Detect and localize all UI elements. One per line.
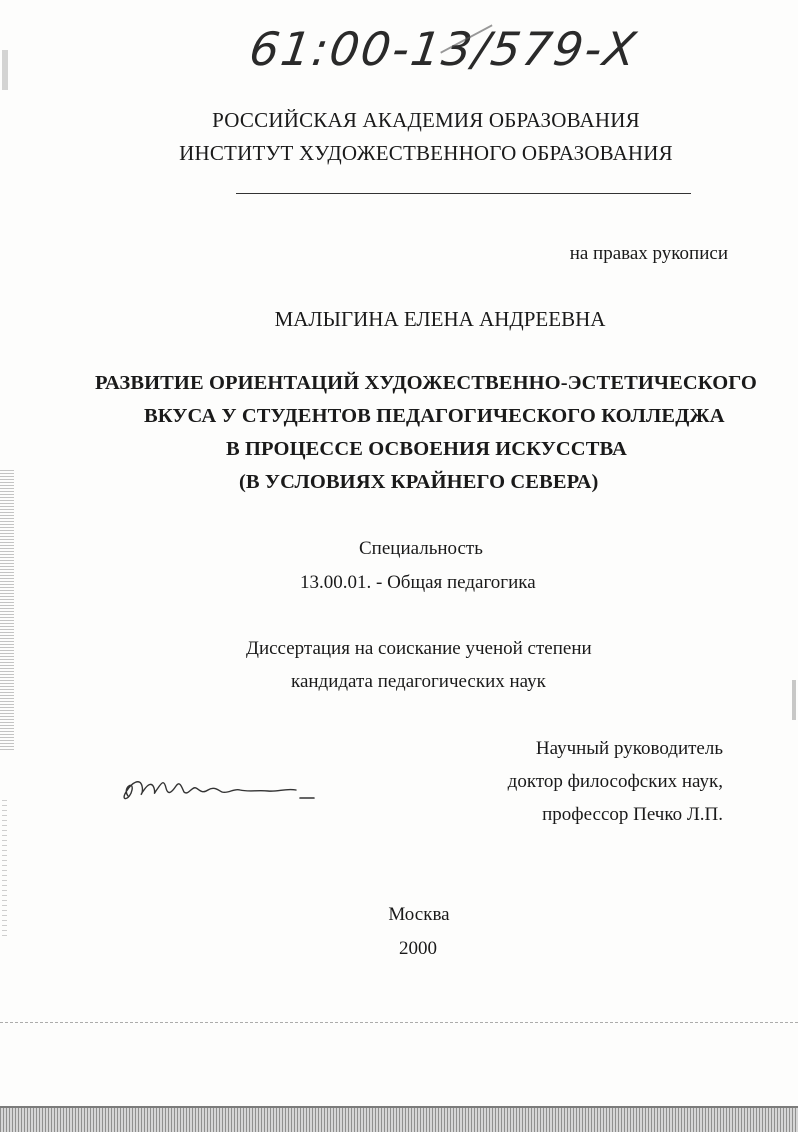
specialty-label: Специальность [359,538,483,559]
signature-image [118,768,318,808]
organization-line-2: ИНСТИТУТ ХУДОЖЕСТВЕННОГО ОБРАЗОВАНИЯ [179,141,673,165]
supervisor-name: профессор Печко Л.П. [542,804,723,825]
manuscript-rights: на правах рукописи [569,243,728,264]
degree-line-2: кандидата педагогических наук [291,671,546,692]
scan-dash-line [0,1022,798,1023]
scan-mark-top-left [2,50,8,90]
scan-edge-lower-left [2,800,7,940]
author-name: МАЛЫГИНА ЕЛЕНА АНДРЕЕВНА [274,307,606,331]
header-divider [236,193,691,194]
supervisor-label: Научный руководитель [535,738,723,759]
title-line-2: ВКУСА У СТУДЕНТОВ ПЕДАГОГИЧЕСКОГО КОЛЛЕДЖА [144,405,725,427]
scan-bottom-band [0,1108,798,1132]
title-line-1: РАЗВИТИЕ ОРИЕНТАЦИЙ ХУДОЖЕСТВЕННО-ЭСТЕТИЧЕСКОГО [95,372,757,394]
title-line-4: (В УСЛОВИЯХ КРАЙНЕГО СЕВЕРА) [239,471,599,493]
scan-edge-right [792,680,796,720]
specialty-value: 13.00.01. - Общая педагогика [300,572,536,593]
city: Москва [388,904,450,925]
organization-line-1: РОССИЙСКАЯ АКАДЕМИЯ ОБРАЗОВАНИЯ [212,108,640,132]
supervisor-degree: доктор философских наук, [507,771,723,792]
title-line-3: В ПРОЦЕССЕ ОСВОЕНИЯ ИСКУССТВА [226,438,627,460]
scan-edge-left [0,470,14,750]
archive-number: 61:00-13/579-Х [246,22,641,76]
degree-line-1: Диссертация на соискание ученой степени [246,638,592,659]
year: 2000 [399,938,437,959]
